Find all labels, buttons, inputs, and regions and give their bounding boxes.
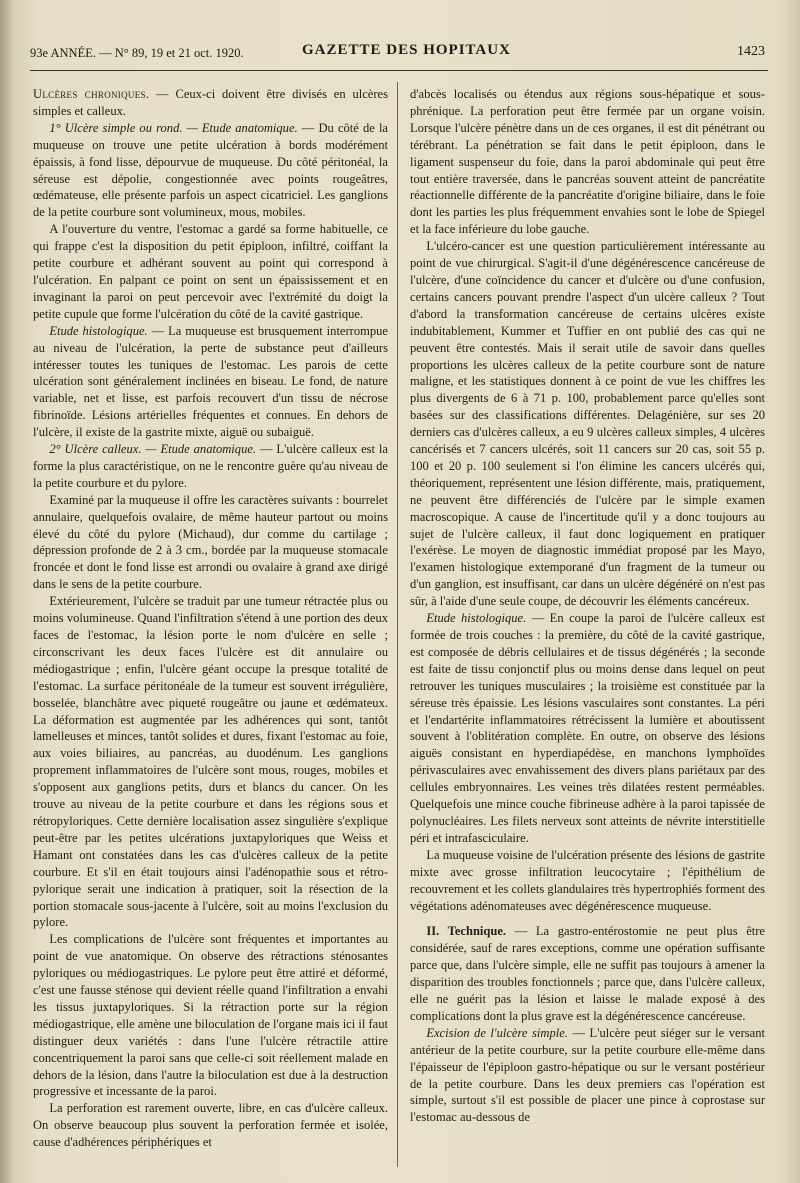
paragraph: Etude histologique. — La muqueuse est brusquement interrompue au niveau de l'ulcération, la perte de substance peut d'ailleurs intéresser toutes les tuniques de l'estomac. Les parois de cette ulcération sont généralement inclinées en biseau. Le fond, de nature variable, net et lisse, est parfois recouvert d'un tissu de nécrose fibrinoïde. Lésions artérielles fréquentes et connues. En dehors de l'ulcère, il existe de la gastrite mixte, aiguë ou subaiguë. <box>33 323 388 440</box>
paragraph: Examiné par la muqueuse il offre les caractères suivants : bourrelet annulaire, quelquefois ovalaire, de même hauteur partout ou moins élevé du côté du pylore (Michaud), dur comme du cartilage ; dépression profonde de 2 à 3 cm., bordée par la muqueuse stomacale froncée et dont le fond lisse est arrondi ou ovalaire à grand axe dirigé dans le sens de la petite courbure. <box>33 492 388 592</box>
publication-title: GAZETTE DES HOPITAUX <box>302 42 511 58</box>
issue-info: 93e ANNÉE. — N° 89, 19 et 21 oct. 1920. <box>30 46 244 60</box>
paragraph: La perforation est rarement ouverte, libre, en cas d'ulcère calleux. On observe beaucoup plus souvent la perforation fermée et isolée, cause d'adhérences périphériques et <box>33 1101 388 1150</box>
paragraph: L'ulcéro-cancer est une question particulièrement intéressante au point de vue chirurgical. S'agit-il d'une dégénérescence cancéreuse de l'ulcère, d'une coïncidence du cancer et d'ulcère ou d'une confusion, certains cancers pouvant prendre l'aspect d'un ulcère calleux ? Tout d'abord la transformation cancéreuse de certains ulcères existe indubitablement, Kummer et Tuffier en ont publié des cas qui ne peuvent être contestés. Mais il serait utile de savoir dans quelles proportions les ulcères calleux de la petite courbure sont de nature maligne, et les statistiques donnent à ce point de vue les chiffres les plus divergents de 6 à 71 p. 100, probablement parce qu'elles sont basées sur des classifications différentes. Delagénière, sur ses 20 derniers cas d'ulcères calleux, a eu 9 ulcères calleux simples, 4 ulcères cancérisés et 7 cancers ulcérés, soit 11 cancers sur 20 cas, soit 55 p. 100 et 20 p. 100 seulement si l'on élimine les cancers ulcérés qui, théoriquement, représentent une lésion différente, mais, pratiquement, ne peuvent être différenciés de l'ulcère par le simple examen macroscopique. A cause de l'incertitude qu'il y a donc toujours au sujet de l'ulcère calleux, il faut donc logiquement en pratiquer l'exérèse. Le moyen de diagnostic immédiat proposé par les Mayo, l'examen histologique extemporané d'un fragment de la tumeur ou d'un ganglion, est insuffisant, car dans un ulcère dégénéré on n'est pas sûr, à l'aide d'une seule coupe, de découvrir les éléments cancéreux. <box>410 239 765 609</box>
column-divider <box>397 82 398 1167</box>
page-header <box>30 42 765 64</box>
header-rule <box>30 70 768 71</box>
paragraph: Les complications de l'ulcère sont fréquentes et importantes au point de vue anatomique. On observe des rétractions sténosantes pyloriques ou médiogastriques. Le pylore peut être attiré et déformé, c'est une fausse sténose qui devient réelle quand l'infiltration a envahi les tissus juxtapyloriques. Si la rétraction porte sur la région médiogastrique, elle amène une biloculation de l'organe mais ici il faut distinguer deux variétés : dans l'une l'ulcère rétractile attire concentriquement la paroi sans que celle-ci soit réellement malade en dehors de la lésion, dans l'autre la biloculation est due à la destruction progressive et incessante de la paroi. <box>33 932 388 1099</box>
left-column <box>33 86 388 1151</box>
section-heading-paragraph: II. Technique. — La gastro-entérostomie ne peut plus être considérée, sauf de rares exceptions, comme une opération suffisante parce que, dans l'ulcère simple, elle ne suffit pas toujours à amener la disparition des troubles fonctionnels ; parce que, dans l'ulcère calleux, elle ne guérit pas la lésion et laisse le malade exposé à des complications dont la plus grave est la dégénérescence cancéreuse. <box>410 924 765 1023</box>
right-column <box>410 86 765 1126</box>
paragraph: Etude histologique. — En coupe la paroi de l'ulcère calleux est formée de trois couches : la première, du côté de la cavité gastrique, est composée de débris cellulaires et de tissus dégénérés ; la seconde est faite de tissu conjonctif plus ou moins dense dans lequel on peut retrouver les tuniques musculaires ; la troisième est constituée par la séreuse très épaissie. Les lésions vasculaires sont constantes. La péri et l'endartérite inflammatoires rétrécissent la lumière et aboutissent souvent à l'oblitération complète. En outre, on observe des lésions aiguës consistant en hyperdiapédèse, en manchons lymphoïdes périvasculaires avec envahissement des divers plans pariétaux par des cellules embryonnaires. Les veines très dilatées restent perméables. Quelquefois une mince couche fibrineuse adhère à la paroi tapissée de polynucléaires. Les filets nerveux sont atteints de névrite interstitielle péri et intrafasciculaire. <box>410 611 766 845</box>
page-number: 1423 <box>737 44 765 59</box>
paragraph: La muqueuse voisine de l'ulcération présente des lésions de gastrite mixte avec grosse infiltration leucocytaire ; l'épithélium de recouvrement et les collets glandulaires très hypertrophiés forment des végétations adénomateuses avec dégénérescence muqueuse. <box>410 847 765 913</box>
paragraph: Ulcères chroniques. — Ceux-ci doivent être divisés en ulcères simples et calleux. <box>33 87 388 118</box>
paragraph: Extérieurement, l'ulcère se traduit par une tumeur rétractée plus ou moins volumineuse. Quand l'infiltration s'étend à une portion des deux faces de l'estomac, la lésion porte le nom d'ulcère en selle ; circonscrivant les deux faces l'ulcère est dit annulaire ou médiogastrique ; enfin, l'ulcère géant occupe la presque totalité de l'estomac. La surface péritonéale de la tumeur est souvent irrégulière, bosselée, blanchâtre avec piqueté rougeâtre ou jaune et œdémateux. La déformation est augmentée par les adhérences qui sont, tantôt lamelleuses et minces, tantôt solides et dures, fixant l'estomac au foie, aux voies biliaires, au pancréas, au duodénum. Les ganglions proprement inflammatoires de l'ulcère sont mous, rouges, mobiles et s'opposent aux ganglions petits, durs et blancs du cancer. On les trouve au niveau de la petite courbure et dans les régions sous et rétropyloriques. Cette dernière localisation assez singulière s'explique peut-être par les petites ulcérations juxtapyloriques que Weiss et Hamant ont constatées dans les cas d'ulcères calleux de la petite courbure. Et s'il en était toujours ainsi l'adénopathie sous et rétro-pylorique serait une indication à pratiquer, soit la résection de la portion stomacale sous-jacente à l'ulcère, soit au moins l'exclusion du pylore. <box>33 594 388 930</box>
paragraph: 2° Ulcère calleux. — Etude anatomique. — L'ulcère calleux est la forme la plus caractéristique, on ne le rencontre guère qu'au niveau de la petite courbure et du pylore. <box>33 442 388 490</box>
paragraph: Excision de l'ulcère simple. — L'ulcère peut siéger sur le versant antérieur de la petite courbure, sur la petite courbure elle-même dans l'épaisseur de l'épiploon gastro-hépatique ou sur le versant postérieur de la petite courbure. Dans les deux premiers cas l'opération est simple, surtout s'il est possible de placer une pince à coprostase sur l'estomac au-dessous de <box>410 1025 765 1125</box>
paragraph: A l'ouverture du ventre, l'estomac a gardé sa forme habituelle, ce qui frappe c'est la disposition du petit épiploon, infiltré, coiffant la petite courbure et adhérant souvent au point qui correspond à l'ulcération. En palpant ce point on sent un épaississement et en invaginant la paroi on peut percevoir avec l'extrémité du doigt la petite cupule que forme l'ulcération du côté de la cavité gastrique. <box>33 222 388 321</box>
paragraph: d'abcès localisés ou étendus aux régions sous-hépatique et sous-phrénique. La perforation peut être fermée par un organe voisin. Lorsque l'ulcère pénètre dans un de ces organes, il est dit pénétrant ou térébrant. La pénétration se fait dans le petit épiploon, dans le ligament suspenseur du foie, dans la paroi abdominale qui peut être tout entière traversée, dans le pancréas souvent atteint de pancréatite réactionnelle différente de la pancréatite d'origine biliaire, dans le foie dont les parties les plus fréquemment envahies sont le lobe de Spiegel et la face inférieure du lobe gauche. <box>410 87 765 237</box>
paragraph: 1° Ulcère simple ou rond. — Etude anatomique. — Du côté de la muqueuse on trouve une petite ulcération à bords modérément épaissis, à fond lisse, dépourvue de muqueuse. Du côté péritonéal, la séreuse est dépolie, congestionnée avec points rougeâtres, œdémateuse, elle présente parfois un aspect cicatriciel. Les ganglions de la petite courbure sont volumineux, mous, mobiles. <box>33 120 388 220</box>
